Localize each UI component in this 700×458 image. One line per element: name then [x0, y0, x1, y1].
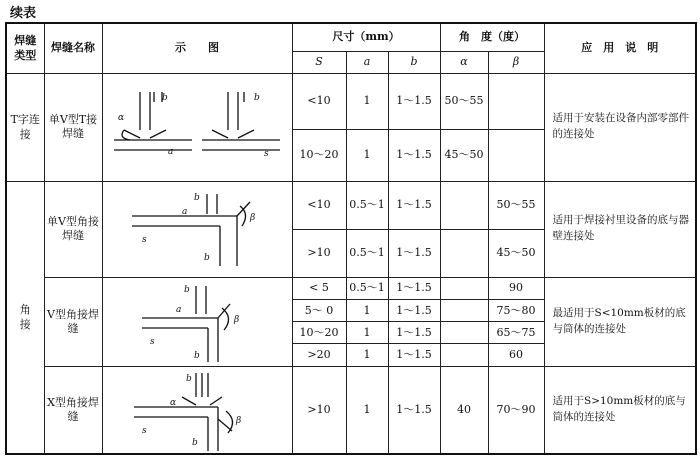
svg-text:s: s	[150, 336, 155, 347]
svg-text:b: b	[192, 437, 198, 448]
svg-text:s: s	[142, 235, 147, 245]
single-v-t-weld-diagram	[104, 82, 290, 172]
cell-a: 1	[346, 366, 388, 454]
cell-s: 10～20	[292, 322, 346, 344]
cell-s: <10	[292, 73, 346, 129]
svg-text:s: s	[264, 149, 269, 159]
svg-text:b: b	[254, 93, 260, 103]
cell-a: 1	[346, 322, 388, 344]
usage-v-corner: 最适用于S<10mm板材的底与筒体的连接处	[544, 277, 696, 366]
svg-text:a: a	[176, 304, 182, 315]
svg-text:a: a	[168, 147, 174, 157]
cell-beta: 45～50	[488, 229, 544, 277]
cell-s: >10	[292, 366, 346, 454]
diagram-single-v-corner	[102, 181, 292, 277]
cell-beta: 75～80	[488, 299, 544, 321]
cell-a: 1	[346, 73, 388, 129]
header-size: 尺寸（mm）	[292, 23, 440, 51]
svg-text:b: b	[162, 93, 168, 103]
cell-b: 1～1.5	[388, 322, 440, 344]
cell-b: 1～1.5	[388, 229, 440, 277]
header-b: b	[388, 51, 440, 73]
svg-text:b: b	[186, 373, 192, 384]
cell-s: < 5	[292, 277, 346, 299]
header-usage: 应 用 说 明	[544, 23, 696, 73]
cell-a: 1	[346, 344, 388, 366]
svg-text:b: b	[184, 284, 190, 295]
group-corner: 角 接	[6, 181, 44, 454]
cell-beta: 70～90	[488, 366, 544, 454]
cell-b: 1～1.5	[388, 129, 440, 181]
cell-b: 1～1.5	[388, 344, 440, 366]
header-alpha: α	[440, 51, 488, 73]
diagram-single-v-t	[102, 73, 292, 181]
v-corner-weld-diagram	[122, 278, 272, 366]
header-s: S	[292, 51, 346, 73]
cell-alpha	[440, 322, 488, 344]
weld-name-x-corner: X型角接焊缝	[44, 366, 102, 454]
svg-text:b: b	[194, 193, 200, 203]
header-weld-type: 焊缝类型	[6, 23, 44, 73]
diagram-v-corner	[102, 277, 292, 366]
continued-title: 续表	[10, 6, 37, 21]
weld-spec-table	[5, 22, 697, 455]
cell-beta: 90	[488, 277, 544, 299]
cell-a: 1	[346, 299, 388, 321]
cell-alpha	[440, 344, 488, 366]
cell-alpha	[440, 229, 488, 277]
cell-beta: 65～75	[488, 322, 544, 344]
weld-name-single-v-corner: 单V型角接焊缝	[44, 181, 102, 277]
usage-x-corner: 适用于S>10mm板材的底与筒体的连接处	[544, 366, 696, 454]
cell-s: 10～20	[292, 129, 346, 181]
cell-a: 0.5～1	[346, 277, 388, 299]
cell-b: 1～1.5	[388, 366, 440, 454]
cell-s: <10	[292, 181, 346, 229]
cell-a: 1	[346, 129, 388, 181]
weld-name-single-v-t: 单V型T接焊缝	[44, 73, 102, 181]
cell-s: >10	[292, 229, 346, 277]
svg-text:α: α	[118, 113, 125, 123]
cell-alpha	[440, 277, 488, 299]
diagram-x-corner	[102, 366, 292, 454]
svg-text:s: s	[142, 425, 147, 436]
cell-alpha: 50～55	[440, 73, 488, 129]
svg-text:β: β	[250, 213, 256, 223]
svg-text:β: β	[236, 415, 242, 426]
cell-beta: 50～55	[488, 181, 544, 229]
cell-s: 5～ 0	[292, 299, 346, 321]
svg-text:b: b	[194, 350, 200, 361]
x-corner-weld-diagram	[122, 367, 272, 453]
weld-name-v-corner: V型角接焊缝	[44, 277, 102, 366]
header-a: a	[346, 51, 388, 73]
cell-a: 0.5～1	[346, 181, 388, 229]
single-v-corner-weld-diagram	[122, 186, 272, 272]
header-beta: β	[488, 51, 544, 73]
header-angle: 角 度（度）	[440, 23, 544, 51]
cell-beta	[488, 73, 544, 129]
header-diagram: 示 图	[102, 23, 292, 73]
cell-alpha: 45～50	[440, 129, 488, 181]
cell-b: 1～1.5	[388, 299, 440, 321]
cell-b: 1～1.5	[388, 73, 440, 129]
cell-beta	[488, 129, 544, 181]
cell-b: 1～1.5	[388, 277, 440, 299]
cell-alpha: 40	[440, 366, 488, 454]
usage-single-v-t: 适用于安装在设备内部零部件的连接处	[544, 73, 696, 181]
cell-beta: 60	[488, 344, 544, 366]
cell-s: >20	[292, 344, 346, 366]
cell-b: 1～1.5	[388, 181, 440, 229]
cell-alpha	[440, 181, 488, 229]
svg-text:b: b	[204, 253, 210, 263]
cell-a: 0.5～1	[346, 229, 388, 277]
header-weld-name: 焊缝名称	[44, 23, 102, 73]
svg-text:β: β	[234, 314, 240, 325]
svg-text:a: a	[182, 207, 188, 217]
usage-single-v-corner: 适用于焊接衬里设备的底与器壁连接处	[544, 181, 696, 277]
cell-alpha	[440, 299, 488, 321]
group-t-joint: T字连接	[6, 73, 44, 181]
svg-text:α: α	[170, 397, 177, 408]
